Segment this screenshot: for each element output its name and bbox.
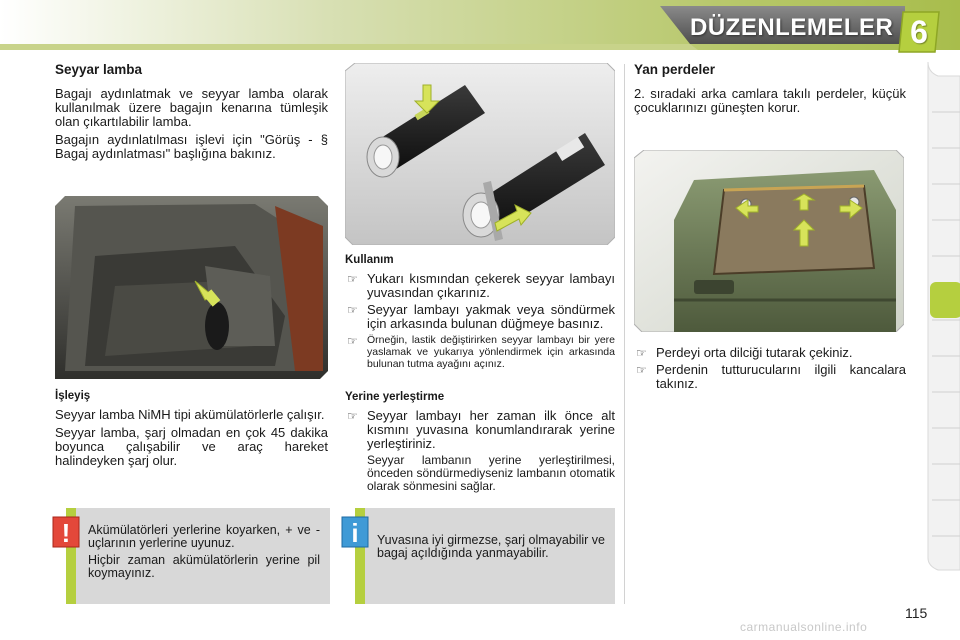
section-seyyar-lamba	[55, 63, 328, 165]
seyyar-paragraph-2: Bagajın aydınlatılması işlevi için "Görüş - § Bagaj aydınlatması" başlığına bakınız.	[55, 132, 328, 161]
heading-seyyar-lamba: Seyyar lamba	[55, 62, 143, 77]
kullanim-bullet-1	[345, 272, 615, 300]
warning-note-text-1: Akümülatörleri yerlerine koyarken, + ve - uçlarının yerlerine uyunuz.	[88, 523, 320, 550]
svg-text:!: !	[61, 518, 71, 548]
heading-kullanim: Kullanım	[345, 254, 394, 266]
info-note-text: Yuvasına iyi girmezse, şarj olmayabilir ve bagaj açıldığında yanmayabilir.	[377, 533, 605, 560]
hand-bullet-icon: ☞	[636, 346, 647, 360]
section-isleyis	[55, 389, 328, 472]
warning-icon	[52, 516, 80, 548]
section-perdeler-steps	[634, 346, 906, 394]
column-divider	[624, 64, 625, 604]
isleyis-paragraph-2: Seyyar lamba, şarj olmadan en çok 45 dakika boyunca çalışabilir ve araç hareket halindeyken şarj olur.	[55, 425, 328, 468]
seyyar-paragraph-1: Bagajı aydınlatmak ve seyyar lamba olarak kullanılmak üzere bagajın kenarına tümleşik olan çıkartılabilir lamba.	[55, 86, 328, 129]
kullanim-bullet-3-text: Örneğin, lastik değiştirirken seyyar lambayı bir yere yaslamak ve yukarıya yönlendirmek için arkasında bulunan tutma ayağını açınız.	[367, 334, 615, 370]
section-yan-perdeler	[634, 63, 906, 119]
chapter-title: DÜZENLEMELER	[690, 14, 894, 41]
hand-bullet-icon: ☞	[347, 303, 358, 317]
svg-text:i: i	[351, 518, 359, 548]
kullanim-bullet-2-text: Seyyar lambayı yakmak veya söndürmek için arkasında bulunan düğmeye basınız.	[367, 302, 615, 331]
info-note-box	[355, 508, 615, 604]
chapter-tab-rail	[926, 62, 960, 572]
portable-lamp-illustration	[345, 63, 615, 245]
section-yerine-yerlestirme	[345, 390, 615, 497]
warning-note-box	[66, 508, 330, 604]
hand-bullet-icon: ☞	[347, 272, 358, 286]
perdeler-bullet-2-text: Perdenin tutturucularını ilgili kancalara takınız.	[656, 362, 906, 391]
heading-isleyis: İşleyiş	[55, 390, 91, 402]
hand-bullet-icon: ☞	[347, 334, 358, 348]
isleyis-paragraph-1: Seyyar lamba NiMH tipi akümülatörlerle çalışır.	[55, 407, 325, 422]
hand-bullet-icon: ☞	[636, 363, 647, 377]
heading-yan-perdeler: Yan perdeler	[634, 62, 716, 77]
section-kullanim	[345, 253, 615, 373]
info-icon	[341, 516, 369, 548]
perdeler-bullet-1-text: Perdeyi orta dilciği tutarak çekiniz.	[656, 345, 853, 360]
side-curtain-photo	[634, 150, 904, 332]
watermark: carmanualsonline.info	[740, 620, 868, 634]
page-number: 115	[905, 605, 928, 621]
yerine-bullet-1	[345, 409, 615, 451]
hand-bullet-icon: ☞	[347, 409, 358, 423]
kullanim-bullet-2	[345, 303, 615, 331]
heading-yerine-yerlestirme: Yerine yerleştirme	[345, 391, 445, 403]
trunk-lamp-photo	[55, 196, 328, 379]
kullanim-bullet-1-text: Yukarı kısmından çekerek seyyar lambayı yuvasından çıkarınız.	[367, 271, 615, 300]
chapter-number: 6	[910, 14, 928, 50]
yerine-bullet-1-text: Seyyar lambayı her zaman ilk önce alt kısmını yuvasına konumlandırarak yerine yerleştiriniz.	[367, 408, 615, 451]
warning-note-text-2: Hiçbir zaman akümülatörlerin yerine pil koymayınız.	[88, 553, 320, 580]
perdeler-bullet-2	[634, 363, 906, 391]
yerine-note: Seyyar lambanın yerine yerleştirilmesi, önceden söndürmediyseniz lambanın otomatik olarak sönmesini sağlar.	[367, 453, 615, 493]
perdeler-bullet-1	[634, 346, 906, 360]
perdeler-paragraph-1: 2. sıradaki arka camlara takılı perdeler, küçük çocuklarınızı güneşten korur.	[634, 86, 906, 115]
kullanim-bullet-3	[345, 334, 615, 370]
